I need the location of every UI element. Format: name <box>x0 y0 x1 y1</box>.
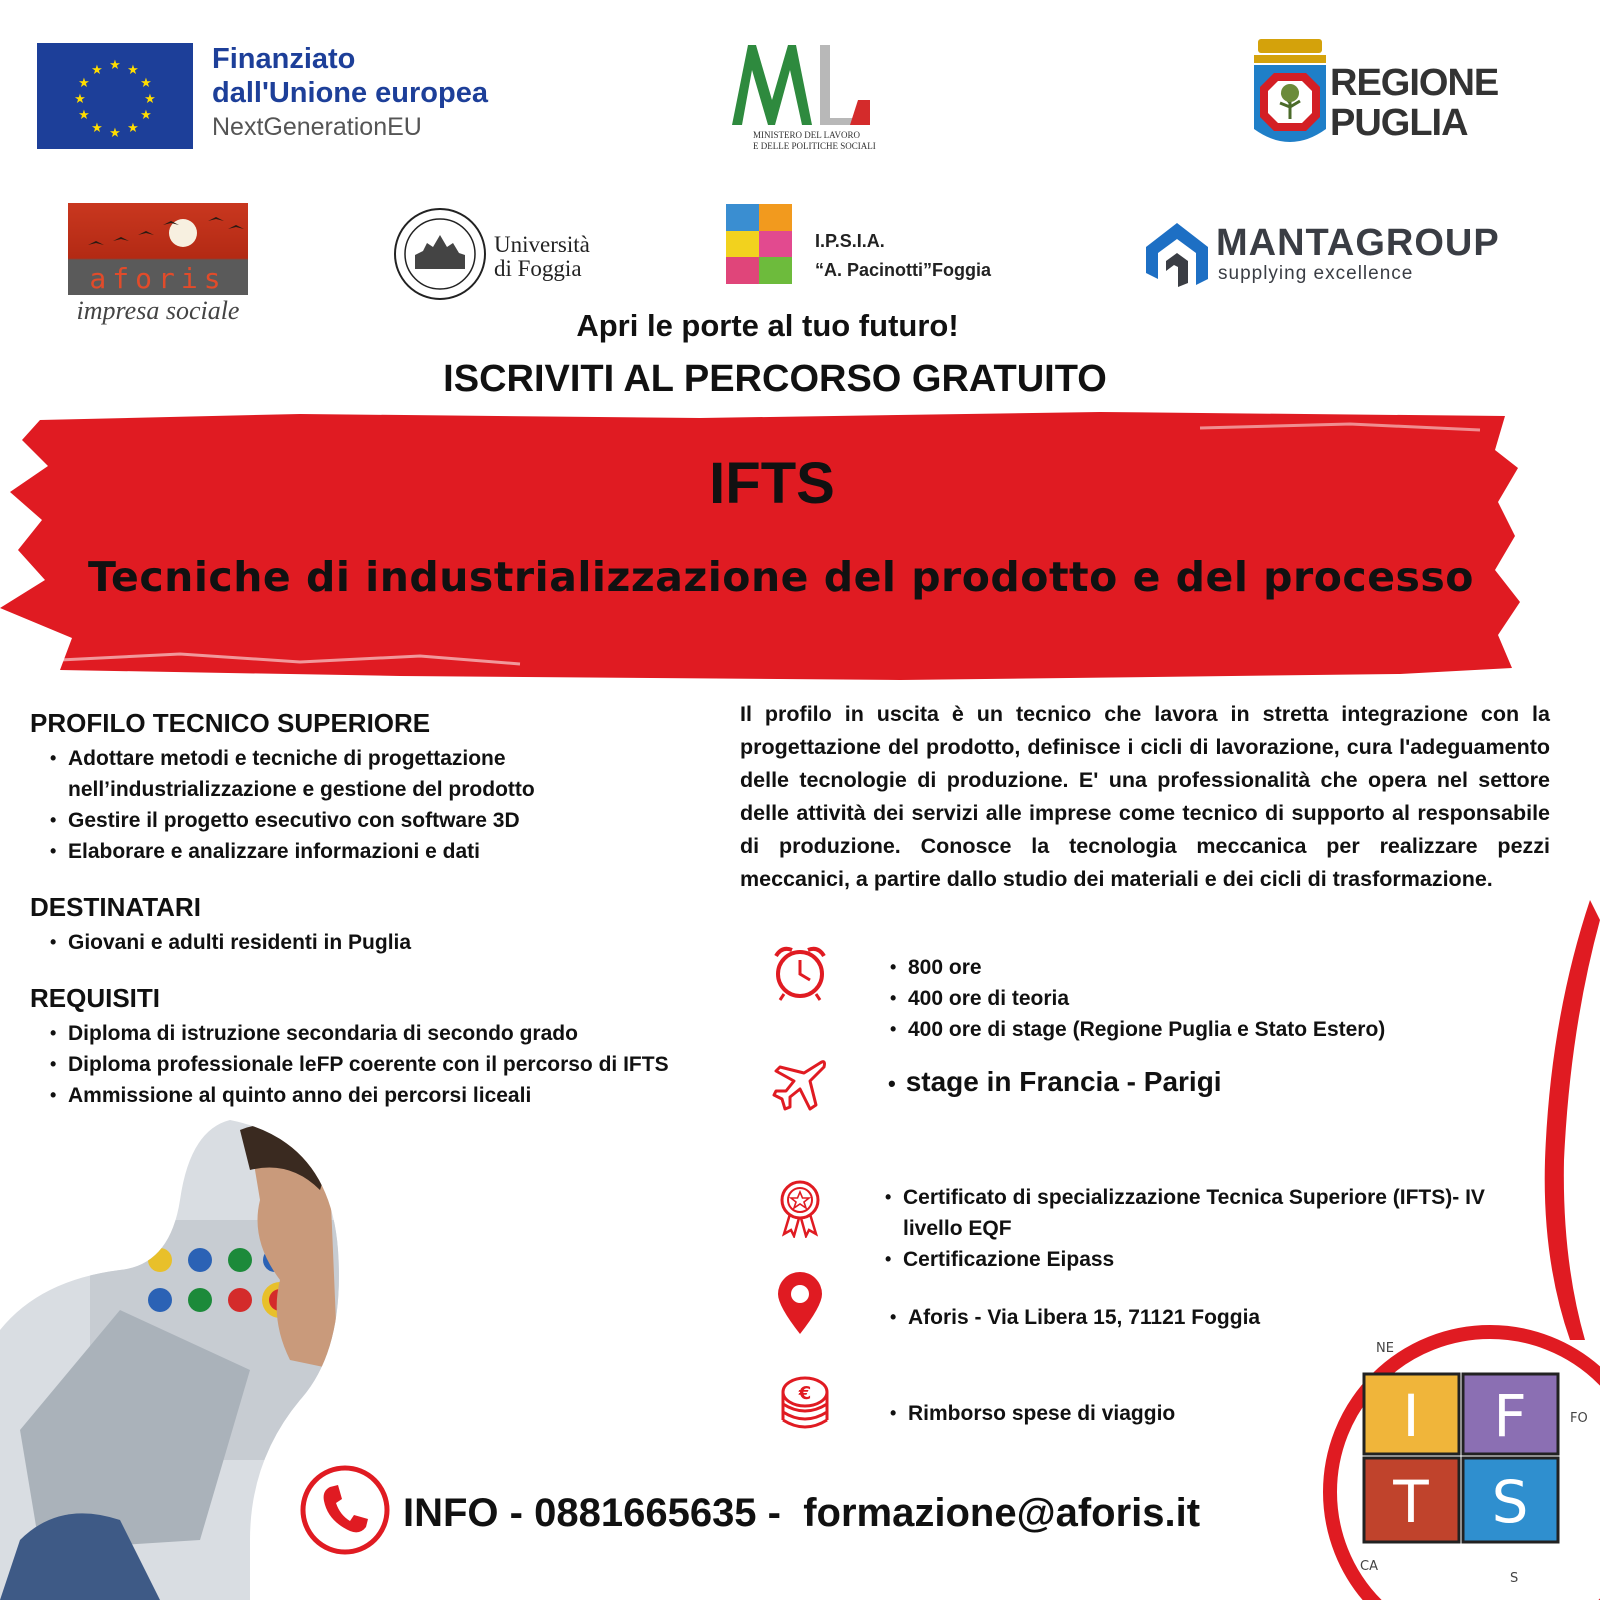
svg-text:€: € <box>798 1383 812 1404</box>
airplane-icon <box>770 1055 830 1115</box>
unifg-name <box>494 233 590 281</box>
list-item: • Giovani e adulti residenti in Puglia <box>30 927 730 958</box>
contact-info[interactable]: INFO - 0881665635 - formazione@aforis.it <box>403 1491 1201 1535</box>
phone-icon[interactable] <box>300 1465 390 1555</box>
svg-text:★: ★ <box>74 92 86 107</box>
eu-flag-logo <box>37 43 193 149</box>
list-item: • Rimborso spese di viaggio <box>870 1398 1470 1429</box>
destinatari-section <box>30 892 730 958</box>
ifts-circle-logo <box>1320 1322 1600 1600</box>
regione-line-2: PUGLIA <box>1330 102 1468 144</box>
list-item: • Certificato di specializzazione Tecnica Superiore (IFTS)- IV livello EQF <box>865 1182 1485 1244</box>
list-item: • Ammissione al quinto anno dei percorsi liceali <box>30 1080 750 1111</box>
mantagroup-house-icon <box>1144 219 1210 287</box>
ifts-ring-text: S <box>1510 1571 1519 1586</box>
eu-funding-text <box>212 42 488 144</box>
destinatari-title: DESTINATARI <box>30 892 201 922</box>
svg-text:★: ★ <box>127 121 139 136</box>
ipsia-line-2: “A. Pacinotti”Foggia <box>815 260 992 280</box>
svg-text:★: ★ <box>78 108 90 123</box>
svg-text:★: ★ <box>78 76 90 91</box>
svg-text:★: ★ <box>140 76 152 91</box>
list-item: • Aforis - Via Libera 15, 71121 Foggia <box>870 1302 1470 1333</box>
ifts-letter-i: I <box>1402 1382 1420 1450</box>
requisiti-section <box>30 983 750 1111</box>
ifts-ring-text: FO <box>1570 1411 1588 1426</box>
unifg-line-1: Università <box>494 232 590 257</box>
svg-text:★: ★ <box>140 108 152 123</box>
ipsia-name <box>815 227 991 285</box>
certificates-list <box>865 1182 1485 1275</box>
eu-line-3: NextGenerationEU <box>212 113 422 141</box>
eu-line-2: dall'Unione europea <box>212 77 488 109</box>
list-item: • Diploma di istruzione secondaria di secondo grado <box>30 1018 750 1049</box>
red-swoosh-decoration <box>1490 900 1600 1340</box>
regione-puglia-emblem <box>1252 37 1328 155</box>
course-title: Tecniche di industrializzazione del prodotto e del processo <box>88 553 1474 601</box>
alarm-clock-icon <box>770 942 830 1002</box>
list-item: • 400 ore di teoria <box>870 983 1470 1014</box>
profilo-list <box>30 743 730 867</box>
svg-text:★: ★ <box>127 63 139 78</box>
profile-description: Il profilo in uscita è un tecnico che lavora in stretta integrazione con la progettazione del prodotto, definisce i cicli di lavorazione, cura l'adeguamento delle tecnologie di produzione. E' una professionalità che opera nel settore delle attività dei servizi alle imprese come tecnico di supporto al responsabile di produzione. Conosce la tecnologia meccanica per realizzare pezzi meccanici, a partire dallo studio dei materiali e dei cicli di trasformazione. <box>740 702 1550 891</box>
svg-text:★: ★ <box>144 92 156 107</box>
destinatari-list <box>30 927 730 958</box>
list-item: • Adottare metodi e tecniche di progettazione nell’industrializzazione e gestione del prodotto <box>30 743 598 805</box>
requisiti-title: REQUISITI <box>30 983 161 1013</box>
list-item: • Elaborare e analizzare informazioni e dati <box>30 836 730 867</box>
unifg-seal-logo <box>393 207 487 301</box>
ifts-ring-text: NE <box>1376 1341 1394 1356</box>
stage-text: • stage in Francia - Parigi <box>888 1066 1222 1098</box>
certificate-ribbon-icon <box>770 1178 830 1238</box>
list-item: • Diploma professionale leFP coerente con il percorso di IFTS <box>30 1049 750 1080</box>
regione-line-1: REGIONE <box>1330 62 1499 104</box>
hours-list <box>870 952 1470 1045</box>
ministero-line-2: E DELLE POLITICHE SOCIALI <box>753 141 876 151</box>
svg-text:★: ★ <box>109 58 121 73</box>
ifts-title: IFTS <box>709 451 835 516</box>
euro-coins-icon <box>775 1374 835 1434</box>
eu-line-1: Finanziato <box>212 43 356 75</box>
requisiti-list <box>30 1018 750 1111</box>
ifts-letter-f: F <box>1493 1382 1527 1450</box>
list-item: • 800 ore <box>870 952 1470 983</box>
ifts-ring-text: CA <box>1360 1559 1378 1574</box>
ministero-line-1: MINISTERO DEL LAVORO <box>753 130 860 140</box>
ifts-letter-s: S <box>1491 1468 1529 1536</box>
ministero-text <box>753 130 876 152</box>
mantagroup-name: MANTAGROUP <box>1216 222 1500 264</box>
svg-text:★: ★ <box>91 121 103 136</box>
list-item: • Certificazione Eipass <box>865 1244 1485 1275</box>
list-item: • 400 ore di stage (Regione Puglia e Stato Estero) <box>870 1014 1470 1045</box>
list-item: • Gestire il progetto esecutivo con software 3D <box>30 805 730 836</box>
unifg-line-2: di Foggia <box>494 256 582 281</box>
aforis-tagline: impresa sociale <box>76 296 240 325</box>
regione-puglia-text <box>1330 63 1498 143</box>
mantagroup-tagline: supplying excellence <box>1218 263 1414 284</box>
headline-iscriviti: ISCRIVITI AL PERCORSO GRATUITO <box>443 358 1107 400</box>
ipsia-puzzle-logo <box>726 204 792 284</box>
svg-text:★: ★ <box>91 63 103 78</box>
aforis-name: aforis <box>89 262 227 295</box>
profilo-section <box>30 708 730 867</box>
headline-apri: Apri le porte al tuo futuro! <box>576 308 959 343</box>
ipsia-line-1: I.P.S.I.A. <box>815 231 885 251</box>
svg-text:★: ★ <box>109 126 121 141</box>
ifts-letter-t: T <box>1393 1468 1429 1536</box>
profilo-title: PROFILO TECNICO SUPERIORE <box>30 708 431 738</box>
location-pin-icon <box>770 1272 830 1332</box>
technician-photo <box>0 1120 340 1600</box>
